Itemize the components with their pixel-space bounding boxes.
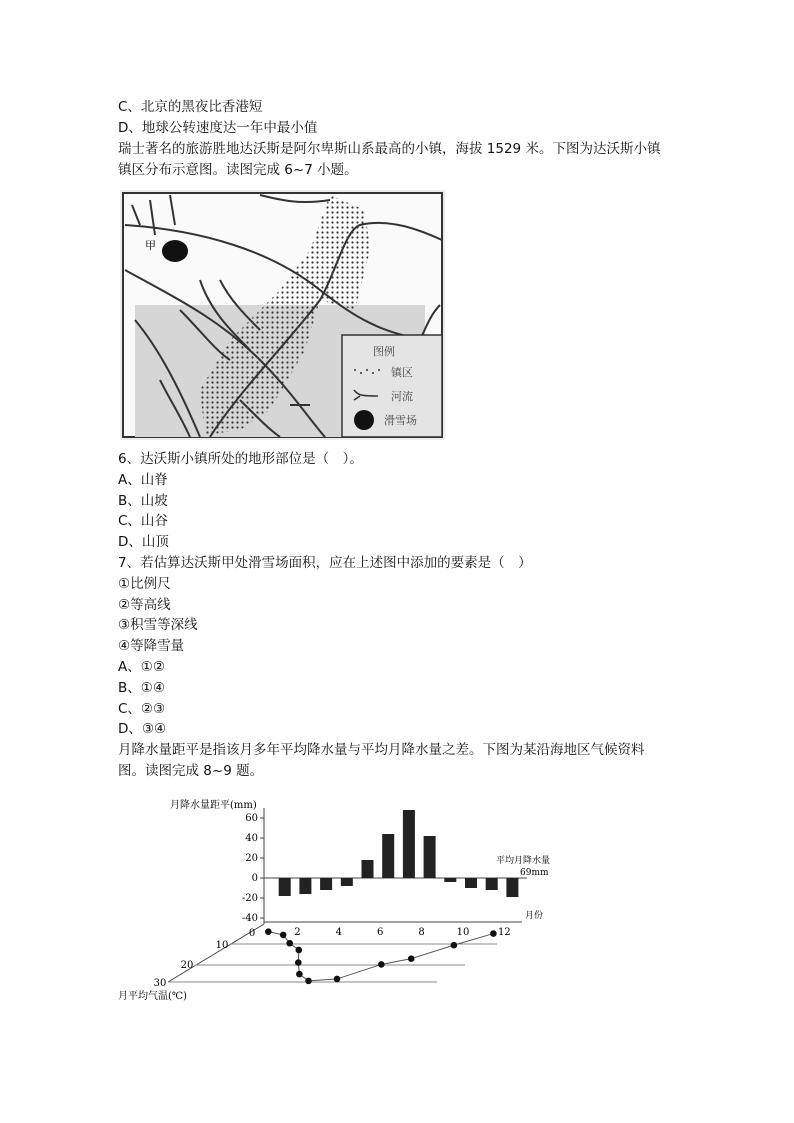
temp-point-month-10 [408, 955, 415, 962]
bar-month-6 [382, 834, 394, 878]
answer-option: C、山谷 [118, 513, 168, 530]
baseline-value: 69mm [520, 868, 549, 878]
temp-point-month-5 [295, 959, 302, 966]
y-tick-label: -20 [241, 893, 258, 904]
answer-option: D、③④ [118, 721, 167, 738]
answer-option: ④等降雪量 [118, 638, 185, 655]
bar-month-11 [486, 878, 498, 890]
answer-option: A、山脊 [118, 471, 168, 488]
temp-point-month-8 [334, 976, 341, 983]
x-tick-label: 12 [498, 927, 511, 938]
bar-month-2 [299, 878, 311, 894]
question-stem: 6、达沃斯小镇所处的地形部位是（ ）。 [118, 451, 363, 467]
bar-month-5 [362, 860, 374, 878]
temp-axis-title: 月平均气温(℃) [118, 991, 187, 1002]
answer-option: B、山坡 [118, 492, 168, 509]
bar-month-7 [403, 810, 415, 878]
x-tick-label: 6 [377, 927, 384, 938]
temp-point-month-3 [286, 940, 293, 947]
y-tick-label: 0 [251, 873, 258, 884]
answer-option: ③积雪等深线 [118, 617, 198, 634]
answer-option: A、①② [118, 659, 165, 675]
x-tick-label: 10 [456, 927, 470, 938]
temp-point-month-11 [451, 942, 458, 949]
intro-text-2: 镇区分布示意图。读图完成 6~7 小题。 [118, 162, 358, 178]
question-stem: 7、若估算达沃斯甲处滑雪场面积，应在上述图中添加的要素是（ ） [118, 555, 532, 571]
y-tick-label: -40 [241, 913, 258, 924]
bar-month-3 [320, 878, 332, 890]
bar-month-8 [424, 836, 436, 878]
point-jia-label: 甲 [145, 239, 156, 252]
x-tick-label: 4 [335, 927, 342, 938]
temp-point-month-9 [378, 961, 385, 968]
temp-point-month-4 [296, 947, 303, 954]
answer-option: D、山顶 [118, 534, 169, 551]
x-axis-title: 月份 [525, 911, 544, 921]
temp-point-month-6 [296, 971, 303, 978]
answer-option: C、②③ [118, 700, 166, 717]
ski-area [162, 240, 188, 262]
temp-point-month-2 [280, 932, 287, 939]
legend-ski: 滑雪场 [384, 414, 417, 427]
temp-point-month-12 [490, 930, 497, 937]
bar-month-9 [444, 878, 456, 882]
temp-tick-label: 0 [248, 928, 256, 939]
y-axis-title: 月降水量距平(mm) [170, 800, 257, 811]
y-tick-label: 60 [245, 813, 258, 824]
option-d: D、地球公转速度达一年中最小值 [118, 120, 318, 136]
temp-tick-label: 30 [153, 978, 167, 989]
x-tick-label: 2 [294, 927, 301, 938]
legend-town: 镇区 [391, 366, 413, 379]
temp-point-month-7 [305, 978, 312, 985]
answer-option: B、①④ [118, 679, 165, 696]
legend-river: 河流 [391, 390, 413, 403]
intro-text: 月降水量距平是指该月多年平均降水量与平均月降水量之差。下图为某沿海地区气候资料 [118, 742, 645, 759]
bar-month-1 [279, 878, 291, 896]
intro-text: 瑞士著名的旅游胜地达沃斯是阿尔卑斯山系最高的小镇，海拔 1529 米。下图为达沃斯小镇 [118, 141, 661, 157]
answer-option: ①比例尺 [118, 575, 171, 592]
davos-map [120, 190, 445, 440]
bar-month-4 [341, 878, 353, 886]
baseline-label: 平均月降水量 [496, 856, 550, 866]
x-tick-label: 8 [418, 927, 425, 938]
y-tick-label: 40 [245, 833, 258, 844]
option-c: C、北京的黑夜比香港短 [118, 99, 263, 115]
y-tick-label: 20 [245, 853, 258, 864]
legend-title: 图例 [373, 345, 395, 358]
bar-month-12 [506, 878, 518, 897]
bar-month-10 [465, 878, 477, 888]
temp-point-month-1 [265, 928, 272, 935]
temp-tick-label: 10 [215, 940, 229, 951]
temp-tick-label: 20 [180, 960, 194, 971]
climate-chart [110, 790, 550, 1010]
legend-ski-swatch [354, 410, 374, 430]
intro-text: 图。读图完成 8~9 题。 [118, 763, 264, 779]
answer-option: ②等高线 [118, 596, 171, 613]
